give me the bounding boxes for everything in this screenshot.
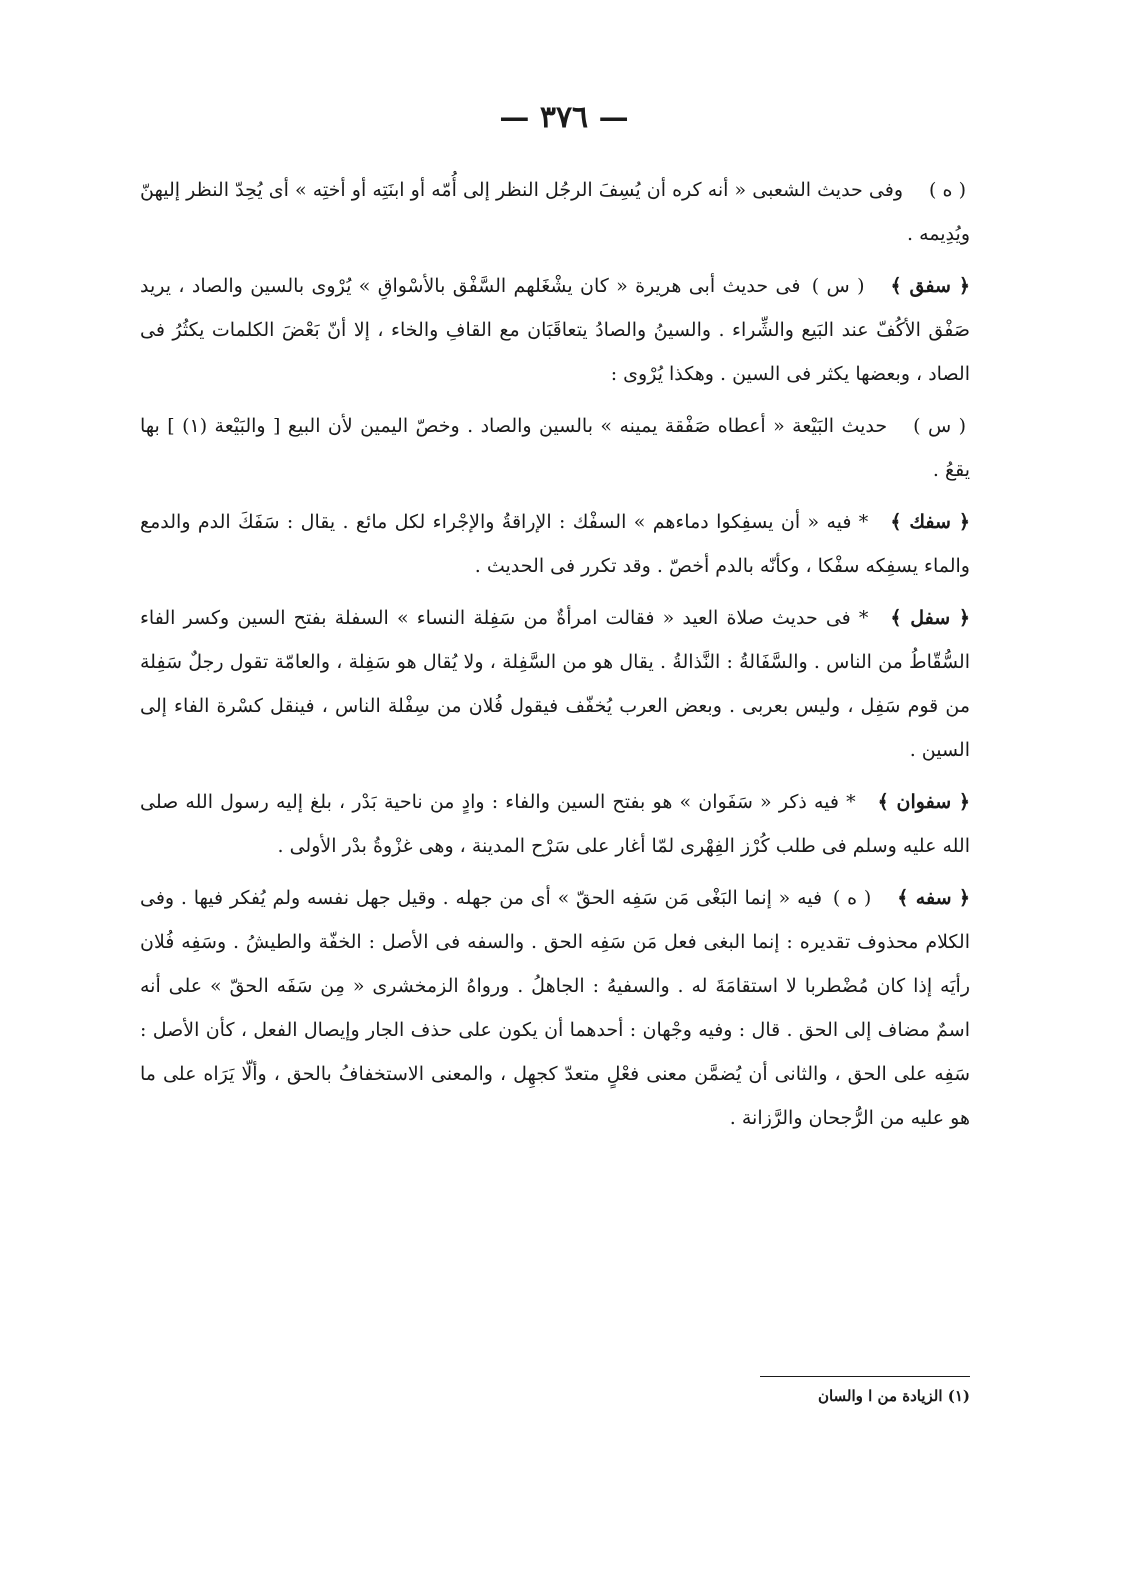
entry-headword: ﴿ سفك ﴾ (890, 511, 970, 533)
entry-headword: ﴿ سفل ﴾ (890, 607, 971, 629)
entry-text: * فيه « أن يسفِكوا دماءهم » السفْك : الإراقةُ والإجْراء لكل مائع . يقال : سَفَكَ الدم والدمع والماء يسفِكه سفْكا ، وكأنّه بالدم أخصّ . وقد تكرر فى الحديث . (140, 511, 970, 577)
footnote-divider (760, 1376, 970, 1377)
entry-safak (140, 500, 970, 588)
footnote: (١) الزيادة من ا والسان (817, 1387, 970, 1405)
entry-text: فى حديث أبى هريرة « كان يشْغَلهم السَّفْق بالأسْواقِ » يُرْوى بالسين والصاد ، يريد صَفْق الأكُفّ عند البَيع والشِّراء . والسينُ والصادُ يتعاقَبَان مع القافِ والخاء ، إلا أنّ بَعْضَ الكلمات يكثُرُ فى الصاد ، وبعضها يكثر فى السين . وهكذا يُرْوى : (140, 275, 970, 385)
source-marker: ( ه ) (832, 887, 872, 909)
page-number: — ٣٧٦ — (499, 100, 629, 135)
entry-safih (140, 876, 970, 1140)
entry-text: * فيه ذكر « سَفَوان » هو بفتح السين والفاء : وادٍ من ناحية بَدْر ، بلغ إليه رسول الله صلى الله عليه وسلم فى طلب كُرْز الفِهْرى لمّا أغار على سَرْح المدينة ، وهى غزْوةُ بدْر الأولى . (140, 791, 970, 857)
entry-safqa-bayaa (140, 404, 970, 492)
entry-headword: ﴿ سفق ﴾ (890, 275, 970, 297)
entry-text: فيه « إنما البَغْى مَن سَفِه الحقّ » أى من جهله . وقيل جهل نفسه ولم يُفكر فيها . وفى الكلام محذوف تقديره : إنما البغى فعل مَن سَفِه الحق . والسفه فى الأصل : الخفّة والطيشُ . وسَفِه فُلان رأيَه إذا كان مُضْطربا لا استقامَةَ له . والسفيهُ : الجاهلُ . ورواهُ الزمخشرى « مِن سَفَه الحقّ » على أنه اسمٌ مضاف إلى الحق . قال : وفيه وجْهان : أحدهما أن يكون على حذف الجار وإيصال الفعل ، كأن الأصل : سَفِه على الحق ، والثانى أن يُضمَّن معنى فعْلٍ متعدّ كجهِل ، والمعنى الاستخفافُ بالحق ، وألّا يَرَاه على ما هو عليه من الرُّجحان والرَّزانة . (140, 887, 970, 1129)
entry-headword: ﴿ سفه ﴾ (897, 887, 971, 909)
body-text (140, 168, 970, 1146)
source-marker: ( ه ) (929, 179, 967, 201)
source-marker: ( س ) (913, 415, 966, 437)
source-marker: ( س ) (811, 275, 865, 297)
entry-safal (140, 596, 970, 772)
entry-safa (140, 168, 970, 256)
entry-safawan (140, 780, 970, 868)
entry-text: حديث البَيْعة « أعطاه صَفْقة يمينه » بالسين والصاد . وخصّ اليمين لأن البيع [ والبَيْعة (١) ] بها يقعُ . (140, 415, 970, 481)
entry-safaq (140, 264, 970, 396)
entry-text: وفى حديث الشعبى « أنه كره أن يُسِفَ الرجُل النظر إلى أُمّه أو ابنَتِه أو أختِه » أى يُحِدّ النظر إليهنّ ويُدِيمه . (140, 179, 970, 245)
entry-headword: ﴿ سفوان ﴾ (877, 791, 971, 813)
entry-text: * فى حديث صلاة العيد « فقالت امرأةٌ من سَفِلة النساء » السفلة بفتح السين وكسر الفاء السُّقّاطُ من الناس . والسَّفَالةُ : النَّذالةُ . يقال هو من السَّفِلة ، ولا يُقال هو سَفِلة ، والعامّة تقول رجلٌ سَفِلة من قوم سَفِل ، وليس بعربى . وبعض العرب يُخفّف فيقول فُلان من سِفْلة الناس ، فينقل كسْرة الفاء إلى السين . (140, 607, 970, 761)
